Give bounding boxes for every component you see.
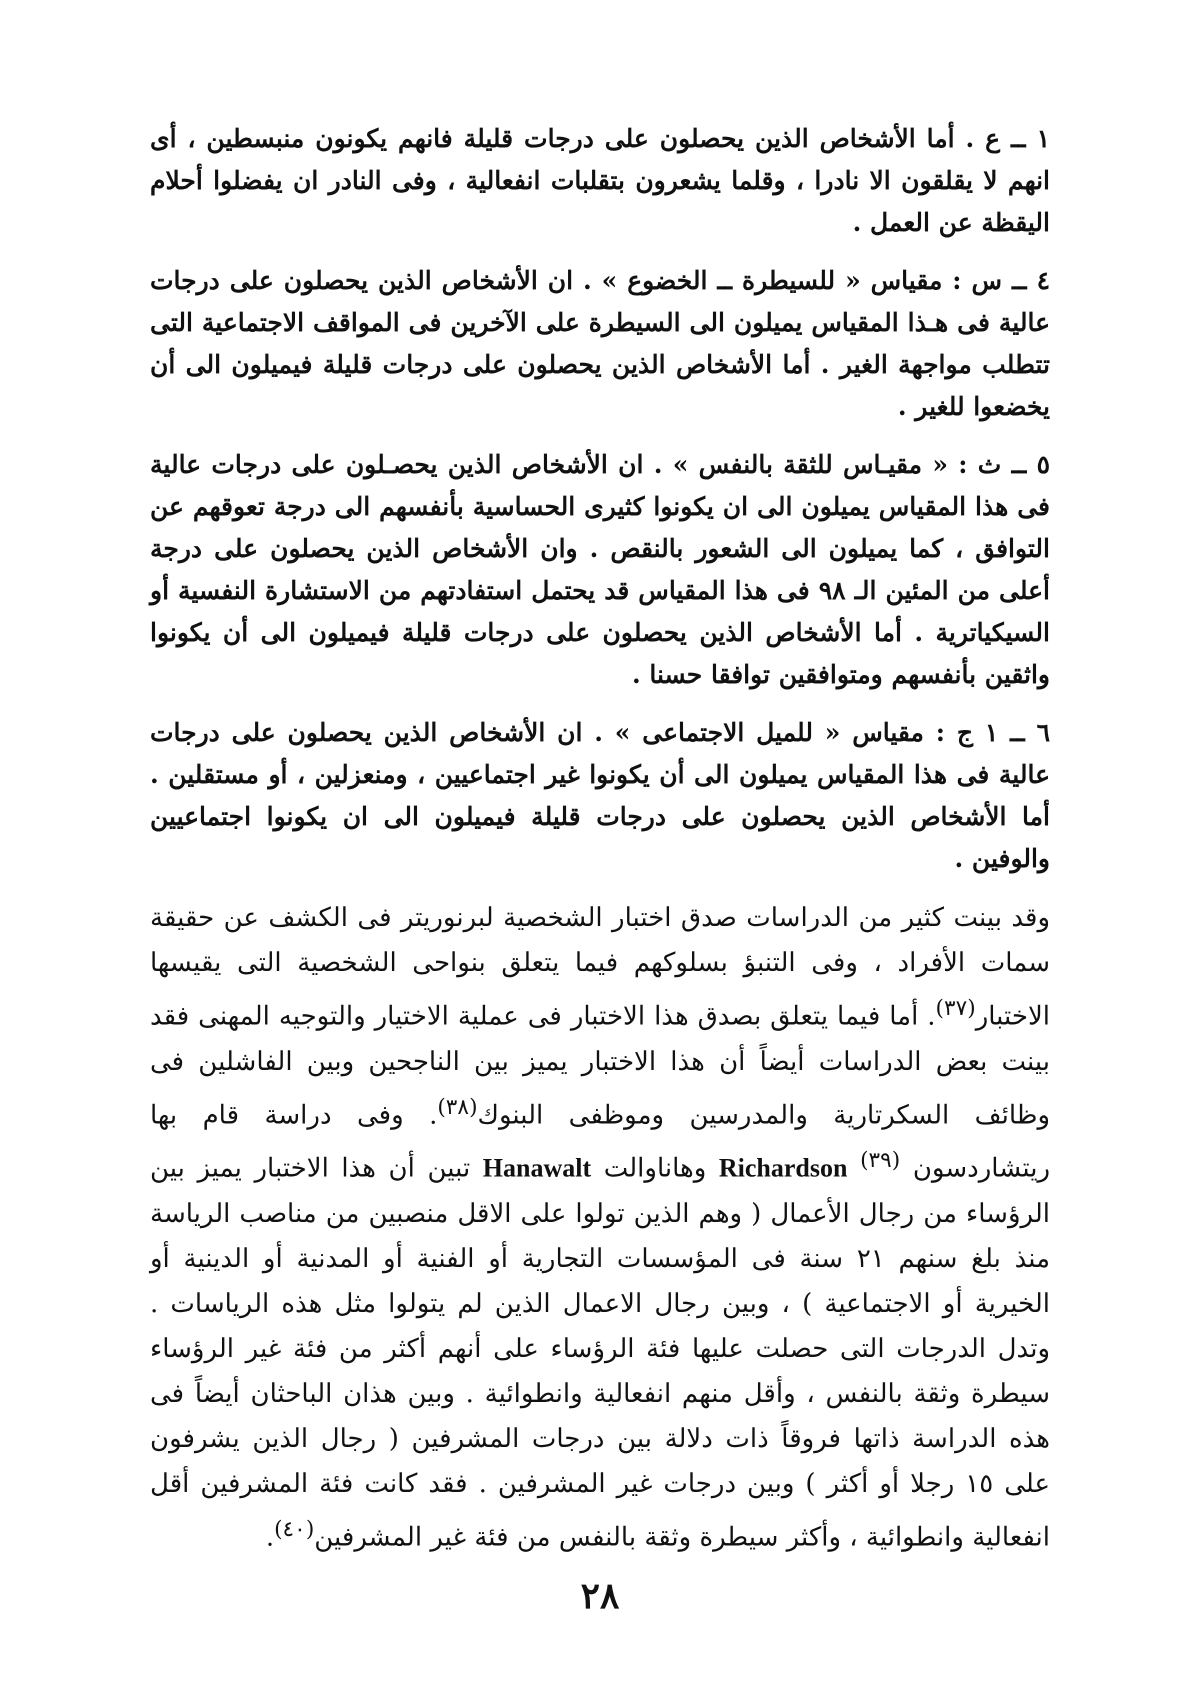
body-text-part-3: . وفى دراسة قام بها ريتشاردسون [150, 1100, 1051, 1184]
body-text-part-2: . أما فيما يتعلق بصدق هذا الاختبار فى عملية الاختيار والتوجيه المهنى فقد بينت بعض الدراسات أيضاً أن هذا الاختبار يميز بين الناجحين وبين الفاشلين فى وظائف السكرتارية والمدرسين وموظفى البنوك [150, 1001, 1050, 1131]
paragraph-self-confidence: ٥ ــ ث : « مقيـاس للثقة بالنفس » . ان الأشخاص الذين يحصـلون على درجات عالية فى هذا المقياس يميلون الى ان يكونوا كثيرى الحساسية بأنفسهم الى درجة تعوقهم عن التوافق ، كما يميلون الى الشعور بالنقص . وان الأشخاص الذين يحصلون على درجة أعلى من المئين الـ ٩٨ فى هذا المقياس قد يحتمل استفادتهم من الاستشارة النفسية أو السيكياترية . أما الأشخاص الذين يحصلون على درجات قليلة فيميلون الى أن يكونوا واثقين بأنفسهم ومتوافقين توافقا حسنا . [150, 450, 1050, 689]
paragraph-sociability: ٦ ــ ١ ج : مقياس « للميل الاجتماعى » . ان الأشخاص الذين يحصلون على درجات عالية فى هذا المقياس يميلون الى أن يكونوا غير اجتماعيين ، ومنعزلين ، أو مستقلين . أما الأشخاص الذين يحصلون على درجات قليلة فيميلون الى ان يكونوا اجتماعيين والوفين . [150, 718, 1050, 873]
footnote-ref-40: (٤٠) [274, 1516, 315, 1542]
paragraph-validity-studies [150, 896, 1050, 1561]
body-text-end: . [265, 1522, 275, 1553]
page-number: ٢٨ [580, 1575, 620, 1617]
paragraph-dominance: ٤ ــ س : مقياس « للسيطرة ــ الخضوع » . ان الأشخاص الذين يحصلون على درجات عالية فى هـذا المقياس يميلون الى السيطرة على الآخرين فى المواقف الاجتماعية التى تتطلب مواجهة الغير . أما الأشخاص الذين يحصلون على درجات قليلة فيميلون الى أن يخضعوا للغير . [150, 266, 1050, 421]
footnote-ref-38: (٣٨) [437, 1094, 478, 1120]
latin-name-richardson: Richardson [718, 1153, 848, 1183]
footnote-ref-37: (٣٧) [935, 996, 976, 1021]
body-text-part-5: تبين أن هذا الاختبار يميز بين الرؤساء من رجال الأعمال ( وهم الذين تولوا على الاقل منصبين من مناصب الرياسة منذ بلغ سنهم ٢١ سنة فى المؤسسات التجارية أو الفنية أو المدنية أو الدينية أو الخيرية أو الاجتماعية ) ، وبين رجال الاعمال الذين لم يتولوا مثل هذه الرياسات . وتدل الدرجات التى حصلت عليها فئة الرؤساء على أنهم أكثر من فئة غير الرؤساء سيطرة وثقة بالنفس ، وأقل منهم انفعالية وانطوائية . وبين هذان الباحثان أيضاً فى هذه الدراسة ذاتها فروقاً ذات دلالة بين درجات المشرفين ( رجال الذين يشرفون على ١٥ رجلا أو أكثر ) وبين درجات غير المشرفين . فقد كانت فئة المشرفين أقل انفعالية وانطوائية ، وأكثر سيطرة وثقة بالنفس من فئة غير المشرفين [150, 1153, 1050, 1553]
latin-name-hanawalt: Hanawalt [482, 1153, 592, 1183]
footnote-ref-39: (٣٩) [860, 1148, 901, 1174]
body-text-part-4: وهاناوالت [603, 1153, 707, 1184]
paragraph-extraversion: ١ ــ ع . أما الأشخاص الذين يحصلون على درجات قليلة فانهم يكونون منبسطين ، أى انهم لا يقلقون الا نادرا ، وقلما يشعرون بتقلبات انفعالية ، وفى النادر ان يفضلوا أحلام اليقظة عن العمل . [150, 124, 1050, 237]
body-text-part-1: وقد بينت كثير من الدراسات صدق اختبار الشخصية لبرنوريتر فى الكشف عن حقيقة سمات الأفراد ، وفى التنبؤ بسلوكهم فيما يتعلق بنواحى الشخصية التى يقيسها الاختبار [150, 903, 1050, 1032]
